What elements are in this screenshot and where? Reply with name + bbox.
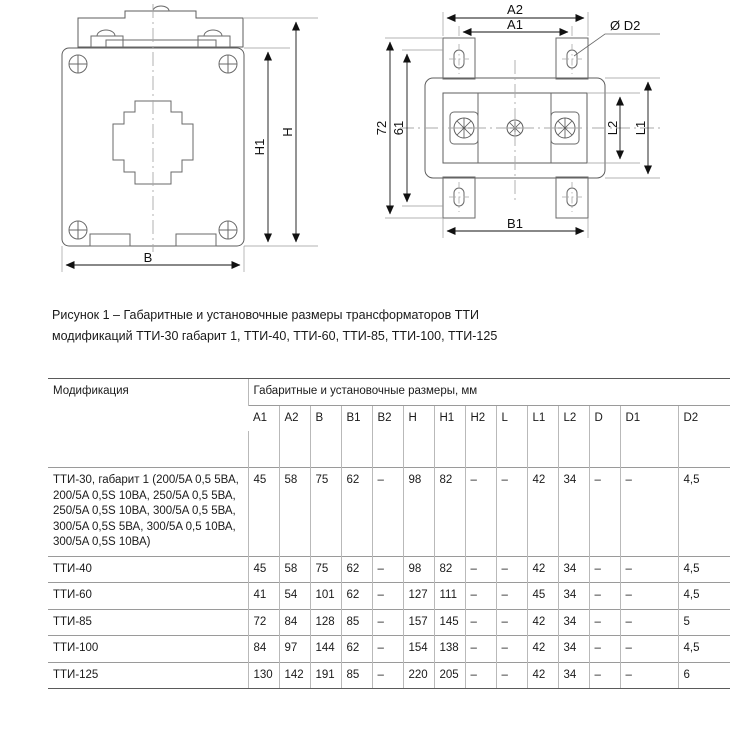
dim-label-L1: L1 — [633, 120, 648, 136]
cell-d2: 5 — [678, 609, 730, 636]
cell-b: 144 — [310, 636, 341, 663]
column-header-b1: B1 — [341, 405, 372, 431]
cell-h2: – — [465, 609, 496, 636]
table-row — [48, 662, 730, 689]
cell-d: – — [589, 636, 620, 663]
cell-h: 157 — [403, 609, 434, 636]
cell-d2: 4,5 — [678, 556, 730, 583]
cell-b1: 62 — [341, 636, 372, 663]
cell-l: – — [496, 636, 527, 663]
cell-d: – — [589, 583, 620, 610]
table-row — [48, 609, 730, 636]
cell-a2: 54 — [279, 583, 310, 610]
table-row — [48, 556, 730, 583]
figure-caption — [52, 305, 692, 347]
cell-b2: – — [372, 636, 403, 663]
cell-d2: 4,5 — [678, 583, 730, 610]
dim-label-A2: A2 — [507, 2, 523, 17]
column-header-group: Габаритные и установочные размеры, мм — [248, 379, 730, 406]
dim-label-H1: H1 — [252, 138, 267, 156]
cell-h2: – — [465, 636, 496, 663]
column-header-l2: L2 — [558, 405, 589, 431]
drawings-svg — [0, 0, 730, 290]
dimensions-table — [48, 378, 730, 689]
cell-l1: 42 — [527, 556, 558, 583]
cell-l: – — [496, 468, 527, 557]
table-row — [48, 636, 730, 663]
cell-b2: – — [372, 556, 403, 583]
column-header-b: B — [310, 405, 341, 431]
cell-h1: 138 — [434, 636, 465, 663]
cell-l: – — [496, 556, 527, 583]
column-header-a2: A2 — [279, 405, 310, 431]
column-header-d1: D1 — [620, 405, 678, 431]
cell-a1: 130 — [248, 662, 279, 689]
cell-d2: 4,5 — [678, 636, 730, 663]
cell-modification: ТТИ-30, габарит 1 (200/5A 0,5 5ВА, 200/5A 0,5S 10ВА, 250/5A 0,5 5ВА, 250/5A 0,5S 10ВА, 300/5A 0,5 5ВА, 300/5A 0,5S 5ВА, 300/5A 0,5 10ВА, 300/5A 0,5S 10ВА) — [48, 468, 248, 557]
front-view — [62, 4, 318, 272]
cell-l2: 34 — [558, 636, 589, 663]
cell-b: 75 — [310, 556, 341, 583]
cell-l1: 45 — [527, 583, 558, 610]
cell-b1: 85 — [341, 662, 372, 689]
cell-a2: 58 — [279, 556, 310, 583]
cell-b: 101 — [310, 583, 341, 610]
cell-l2: 34 — [558, 468, 589, 557]
cell-l1: 42 — [527, 468, 558, 557]
dim-label-hole-diameter: Ø D2 — [610, 18, 641, 33]
cell-h1: 82 — [434, 468, 465, 557]
cell-h1: 82 — [434, 556, 465, 583]
cell-h1: 111 — [434, 583, 465, 610]
dim-label-B: B — [143, 250, 153, 265]
column-header-l: L — [496, 405, 527, 431]
cell-a2: 97 — [279, 636, 310, 663]
dim-label-B1: B1 — [507, 216, 523, 231]
cell-h2: – — [465, 468, 496, 557]
table-head — [48, 379, 730, 468]
cell-b: 191 — [310, 662, 341, 689]
cell-l2: 34 — [558, 662, 589, 689]
cell-b2: – — [372, 662, 403, 689]
figure-caption-line-1: Рисунок 1 – Габаритные и установочные размеры трансформаторов ТТИ — [52, 308, 479, 322]
cell-modification: ТТИ-125 — [48, 662, 248, 689]
cell-h2: – — [465, 583, 496, 610]
cell-b1: 62 — [341, 556, 372, 583]
cell-modification: ТТИ-60 — [48, 583, 248, 610]
table-body — [48, 468, 730, 689]
cell-b1: 85 — [341, 609, 372, 636]
cell-b1: 62 — [341, 468, 372, 557]
cell-d1: – — [620, 662, 678, 689]
dimensions-table-container — [48, 378, 700, 689]
cell-d1: – — [620, 636, 678, 663]
cell-b: 75 — [310, 468, 341, 557]
cell-l1: 42 — [527, 662, 558, 689]
cell-a1: 41 — [248, 583, 279, 610]
cell-d: – — [589, 662, 620, 689]
cell-a2: 58 — [279, 468, 310, 557]
cell-h: 154 — [403, 636, 434, 663]
cell-h: 98 — [403, 556, 434, 583]
figure-caption-line-2: модификаций ТТИ-30 габарит 1, ТТИ-40, ТТИ-60, ТТИ-85, ТТИ-100, ТТИ-125 — [52, 329, 498, 343]
cell-b2: – — [372, 583, 403, 610]
column-header-h2: H2 — [465, 405, 496, 431]
cell-h: 127 — [403, 583, 434, 610]
dim-label-L2: L2 — [605, 120, 620, 136]
cell-d: – — [589, 468, 620, 557]
column-header-a1: A1 — [248, 405, 279, 431]
cell-h2: – — [465, 556, 496, 583]
cell-l2: 34 — [558, 583, 589, 610]
column-header-h: H — [403, 405, 434, 431]
cell-l1: 42 — [527, 636, 558, 663]
cell-l2: 34 — [558, 609, 589, 636]
cell-h2: – — [465, 662, 496, 689]
dim-label-61: 61 — [391, 120, 406, 136]
table-header-spacer — [48, 431, 730, 468]
column-header-d: D — [589, 405, 620, 431]
cell-a1: 45 — [248, 556, 279, 583]
column-header-b2: B2 — [372, 405, 403, 431]
cell-h: 220 — [403, 662, 434, 689]
column-header-l1: L1 — [527, 405, 558, 431]
cell-d1: – — [620, 609, 678, 636]
cell-l1: 42 — [527, 609, 558, 636]
cell-l: – — [496, 583, 527, 610]
cell-d: – — [589, 609, 620, 636]
column-header-d2: D2 — [678, 405, 730, 431]
cell-modification: ТТИ-40 — [48, 556, 248, 583]
cell-a1: 84 — [248, 636, 279, 663]
cell-l: – — [496, 609, 527, 636]
cell-d: – — [589, 556, 620, 583]
cell-l: – — [496, 662, 527, 689]
cell-modification: ТТИ-85 — [48, 609, 248, 636]
technical-drawings — [0, 0, 730, 290]
column-header-h1: H1 — [434, 405, 465, 431]
cell-d1: – — [620, 468, 678, 557]
cell-b2: – — [372, 609, 403, 636]
table-row — [48, 583, 730, 610]
cell-d2: 6 — [678, 662, 730, 689]
table-row — [48, 468, 730, 557]
cell-d1: – — [620, 556, 678, 583]
cell-a1: 45 — [248, 468, 279, 557]
cell-b1: 62 — [341, 583, 372, 610]
cell-h1: 145 — [434, 609, 465, 636]
dim-label-72: 72 — [374, 120, 389, 136]
cell-d2: 4,5 — [678, 468, 730, 557]
dim-label-A1: A1 — [507, 17, 523, 32]
cell-h: 98 — [403, 468, 434, 557]
cell-b: 128 — [310, 609, 341, 636]
cell-a1: 72 — [248, 609, 279, 636]
table-header-group-row — [48, 379, 730, 406]
cell-a2: 142 — [279, 662, 310, 689]
cell-d1: – — [620, 583, 678, 610]
column-header-modification: Модификация — [48, 379, 248, 432]
dim-label-H: H — [280, 127, 295, 137]
cell-h1: 205 — [434, 662, 465, 689]
cell-b2: – — [372, 468, 403, 557]
cell-l2: 34 — [558, 556, 589, 583]
cell-modification: ТТИ-100 — [48, 636, 248, 663]
cell-a2: 84 — [279, 609, 310, 636]
